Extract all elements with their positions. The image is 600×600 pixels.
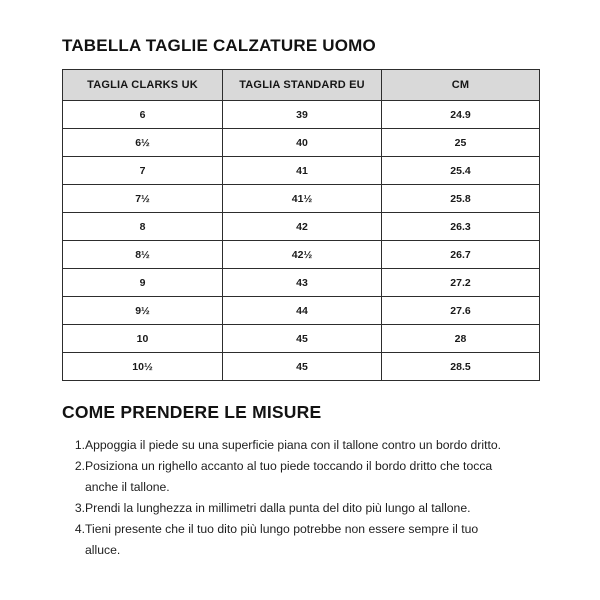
table-cell: 26.3 [382, 213, 540, 241]
table-cell: 9 [63, 269, 223, 297]
size-table-column-header: TAGLIA CLARKS UK [63, 70, 223, 101]
table-cell: 24.9 [382, 101, 540, 129]
table-cell: 42 [223, 213, 382, 241]
table-row [63, 297, 540, 325]
table-cell: 44 [223, 297, 382, 325]
size-table-header [63, 70, 540, 101]
table-row [63, 101, 540, 129]
table-cell: 8½ [63, 241, 223, 269]
instruction-number: 2. [74, 459, 85, 473]
table-cell: 42½ [223, 241, 382, 269]
table-row [63, 241, 540, 269]
table-cell: 6½ [63, 129, 223, 157]
table-row [63, 269, 540, 297]
table-row [63, 213, 540, 241]
size-table [62, 69, 540, 381]
table-cell: 27.6 [382, 297, 540, 325]
instruction-text: Posiziona un righello accanto al tuo piede toccando il bordo dritto che tocca anche il tallone. [85, 459, 493, 494]
table-row [63, 325, 540, 353]
table-cell: 28.5 [382, 353, 540, 381]
table-cell: 6 [63, 101, 223, 129]
instruction-item [70, 498, 544, 519]
instruction-text: Prendi la lunghezza in millimetri dalla punta del dito più lungo al tallone. [85, 501, 471, 515]
table-cell: 7 [63, 157, 223, 185]
table-cell: 25.4 [382, 157, 540, 185]
table-cell: 45 [223, 353, 382, 381]
instruction-item [70, 435, 544, 456]
table-cell: 8 [63, 213, 223, 241]
table-cell: 40 [223, 129, 382, 157]
instruction-text: Tieni presente che il tuo dito più lungo potrebbe non essere sempre il tuo alluce. [85, 522, 479, 557]
size-table-column-header: CM [382, 70, 540, 101]
table-row [63, 353, 540, 381]
instruction-item [70, 519, 544, 561]
table-cell: 9½ [63, 297, 223, 325]
table-cell: 45 [223, 325, 382, 353]
instruction-text: Appoggia il piede su una superficie piana con il tallone contro un bordo dritto. [85, 438, 502, 452]
table-row [63, 129, 540, 157]
size-table-body [63, 101, 540, 381]
table-cell: 27.2 [382, 269, 540, 297]
table-cell: 28 [382, 325, 540, 353]
instruction-item [70, 456, 544, 498]
size-table-header-row [63, 70, 540, 101]
table-cell: 39 [223, 101, 382, 129]
instructions-list [70, 435, 544, 561]
table-cell: 10½ [63, 353, 223, 381]
instruction-number: 4. [74, 522, 85, 536]
table-cell: 7½ [63, 185, 223, 213]
size-table-column-header: TAGLIA STANDARD EU [223, 70, 382, 101]
instruction-number: 1. [74, 438, 85, 452]
table-cell: 25 [382, 129, 540, 157]
table-cell: 26.7 [382, 241, 540, 269]
table-cell: 41½ [223, 185, 382, 213]
table-cell: 41 [223, 157, 382, 185]
table-cell: 43 [223, 269, 382, 297]
table-cell: 10 [63, 325, 223, 353]
section-title-measure-instructions: COME PRENDERE LE MISURE [62, 402, 322, 422]
table-cell: 25.8 [382, 185, 540, 213]
instruction-number: 3. [74, 501, 85, 515]
table-row [63, 157, 540, 185]
page-title: TABELLA TAGLIE CALZATURE UOMO [62, 36, 376, 55]
table-row [63, 185, 540, 213]
